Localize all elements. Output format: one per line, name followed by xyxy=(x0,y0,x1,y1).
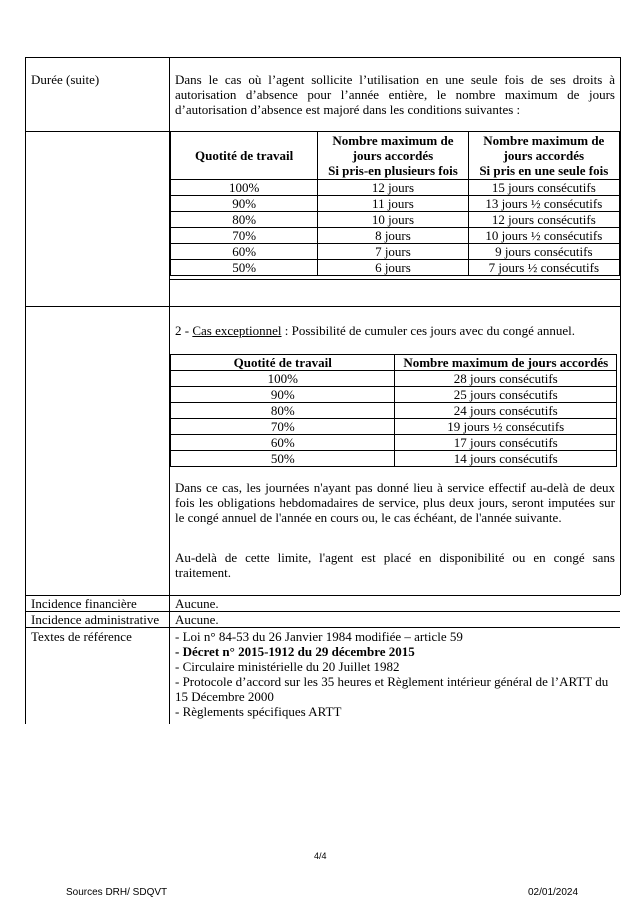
cell: 24 jours consécutifs xyxy=(395,403,617,419)
texte-item-circulaire: - Circulaire ministérielle du 20 Juillet 1982 xyxy=(175,659,400,674)
page-number: 4/4 xyxy=(314,851,327,861)
cell: 90% xyxy=(171,387,395,403)
texte-item-loi: - Loi n° 84-53 du 26 Janvier 1984 modifiée – article 59 xyxy=(175,629,463,644)
cell: 8 jours xyxy=(318,228,468,244)
cell: 15 jours consécutifs xyxy=(468,180,619,196)
textes-reference-label: Textes de référence xyxy=(31,629,132,644)
cell: 7 jours xyxy=(318,244,468,260)
table-row xyxy=(171,180,620,196)
table2-header-nombre: Nombre maximum de jours accordés xyxy=(395,355,617,371)
cell: 60% xyxy=(171,244,318,260)
texte-item-reglements: - Règlements spécifiques ARTT xyxy=(175,704,342,719)
cell: 19 jours ½ consécutifs xyxy=(395,419,617,435)
footer-source: Sources DRH/ SDQVT xyxy=(66,887,168,898)
row-sep-2b xyxy=(170,279,620,280)
frame-right xyxy=(620,57,621,595)
cell: 50% xyxy=(171,260,318,276)
cell: 9 jours consécutifs xyxy=(468,244,619,260)
cell: 25 jours consécutifs xyxy=(395,387,617,403)
frame-left xyxy=(25,57,26,724)
cell: 50% xyxy=(171,451,395,467)
footer-date: 02/01/2024 xyxy=(528,887,579,898)
table1-header-row xyxy=(171,132,620,180)
cell: 28 jours consécutifs xyxy=(395,371,617,387)
cell: 10 jours ½ consécutifs xyxy=(468,228,619,244)
cas-text: : Possibilité de cumuler ces jours avec du congé annuel. xyxy=(281,323,576,338)
row-sep-5 xyxy=(25,627,620,628)
paragraph-disponibilite: Au-delà de cette limite, l'agent est placé en disponibilité ou en congé sans traitement. xyxy=(175,550,615,580)
texte-item-decret: - Décret n° 2015-1912 du 29 décembre 2015 xyxy=(175,644,415,659)
cas-exceptionnel-line xyxy=(175,323,575,338)
incidence-administrative-label: Incidence administrative xyxy=(31,612,160,627)
table-row xyxy=(171,212,620,228)
cell: 80% xyxy=(171,403,395,419)
table-row xyxy=(171,196,620,212)
cell: 10 jours xyxy=(318,212,468,228)
table-row xyxy=(171,403,617,419)
frame-top xyxy=(25,57,620,58)
table2-header-row xyxy=(171,355,617,371)
table-row xyxy=(171,451,617,467)
table-row xyxy=(171,244,620,260)
table-row xyxy=(171,260,620,276)
table1-header-une-fois: Nombre maximum de jours accordés Si pris en une seule fois xyxy=(468,132,619,180)
table-row xyxy=(171,419,617,435)
table2-header-quotite: Quotité de travail xyxy=(171,355,395,371)
cell: 7 jours ½ consécutifs xyxy=(468,260,619,276)
incidence-financiere-value: Aucune. xyxy=(175,596,219,611)
paragraph-imputation: Dans ce cas, les journées n'ayant pas donné lieu à service effectif au-delà de deux fois les obligations hebdomadaires de service, plus deux jours, seront imputées sur le congé annuel de l'année en cours ou, le cas échéant, de l'année suivante. xyxy=(175,480,615,525)
cell: 70% xyxy=(171,228,318,244)
cell: 12 jours xyxy=(318,180,468,196)
cell: 17 jours consécutifs xyxy=(395,435,617,451)
table1-header-quotite: Quotité de travail xyxy=(171,132,318,180)
cell: 100% xyxy=(171,371,395,387)
quotite-table-2 xyxy=(170,354,617,467)
incidence-administrative-value: Aucune. xyxy=(175,612,219,627)
cell: 80% xyxy=(171,212,318,228)
table-row xyxy=(171,228,620,244)
table-row xyxy=(171,387,617,403)
cell: 70% xyxy=(171,419,395,435)
cell: 60% xyxy=(171,435,395,451)
table-row xyxy=(171,371,617,387)
texte-item-protocole: - Protocole d’accord sur les 35 heures et Règlement intérieur général de l’ARTT du 15 Décembre 2000 xyxy=(175,674,609,704)
quotite-table-1 xyxy=(170,131,620,276)
duree-text: Dans le cas où l’agent sollicite l’utilisation en une seule fois de ses droits à autorisation d’absence pour l’année entière, le nombre maximum de jours d’autorisation d’absence est majoré dans les conditions suivantes : xyxy=(175,72,615,117)
incidence-financiere-label: Incidence financière xyxy=(31,596,137,611)
cell: 6 jours xyxy=(318,260,468,276)
table1-header-plusieurs: Nombre maximum de jours accordés Si pris-en plusieurs fois xyxy=(318,132,468,180)
cell: 13 jours ½ consécutifs xyxy=(468,196,619,212)
cell: 90% xyxy=(171,196,318,212)
row-sep-2 xyxy=(25,306,620,307)
cell: 11 jours xyxy=(318,196,468,212)
cas-prefix: 2 - xyxy=(175,323,193,338)
table-row xyxy=(171,435,617,451)
textes-reference-list xyxy=(175,629,617,719)
cell: 14 jours consécutifs xyxy=(395,451,617,467)
duree-label: Durée (suite) xyxy=(31,72,100,87)
cell: 12 jours consécutifs xyxy=(468,212,619,228)
cell: 100% xyxy=(171,180,318,196)
cas-title: Cas exceptionnel xyxy=(192,323,282,338)
